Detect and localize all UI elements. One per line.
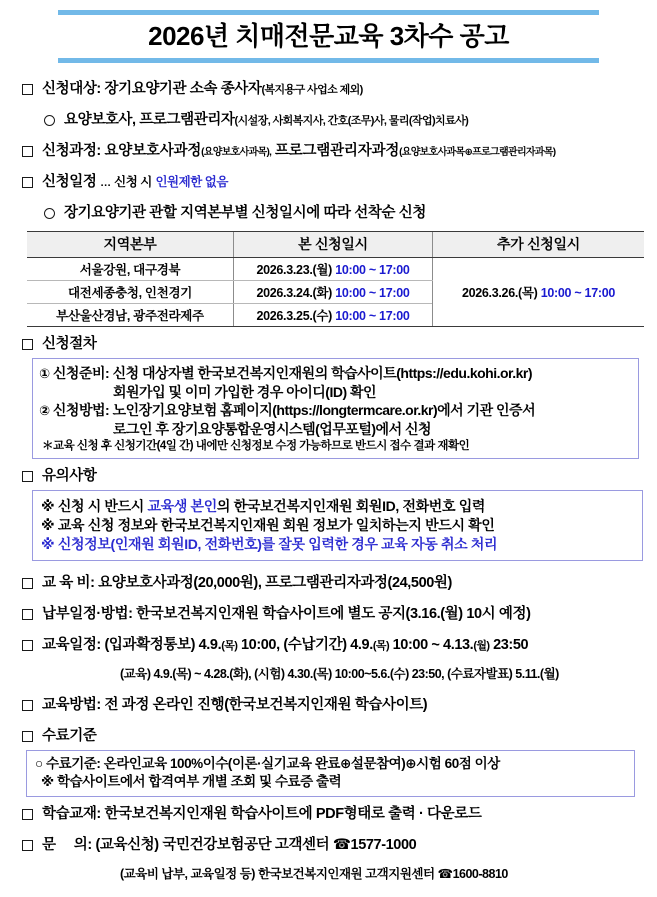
checkbox-icon <box>22 177 33 188</box>
section-inquiry <box>22 836 657 854</box>
checkbox-icon <box>22 640 33 651</box>
caution-text-pre: 교육 신청 정보와 한국보건복지인재원 회원 정보가 일치하는지 반드시 확인 <box>57 517 495 534</box>
caution-text-post: 의 한국보건복지인재원 회원ID, 전화번호 입력 <box>216 498 486 515</box>
criteria-mark-icon: ※ <box>41 774 54 790</box>
method-line <box>42 696 427 714</box>
checkbox-icon <box>22 578 33 589</box>
training-schedule-label: 교육일정: <box>42 637 101 654</box>
table-head <box>27 231 644 257</box>
procedure-label: 신청절차 <box>42 335 97 352</box>
section-training-schedule-line2 <box>120 667 657 683</box>
cell-main-datetime <box>234 303 433 326</box>
checkbox-icon <box>22 840 33 851</box>
method-label: 교육방법: <box>42 696 101 713</box>
section-fee <box>22 574 657 592</box>
caution-mark-icon: ※ <box>41 517 55 534</box>
table-body <box>27 257 644 326</box>
inquiry-text-1: (교육신청) 국민건강보험공단 고객센터 ☎1577-1000 <box>95 836 417 853</box>
cell-main-datetime <box>234 280 433 303</box>
procedure-item-1-line-2: 회원가입 및 이미 가입한 경우 아이디(ID) 확인 <box>113 383 377 400</box>
training-schedule-line-2: (교육) 4.9.(목) ~ 4.28.(화), (시험) 4.30.(목) 10:00~5.6.(수) 23:50, (수료자발표) 5.11.(월) <box>120 667 559 682</box>
cautions-box <box>32 490 643 561</box>
caution-item <box>41 516 634 535</box>
course-label: 신청과정: <box>42 143 101 160</box>
procedure-text-2a: 노인장기요양보험 홈페이지(https://longtermcare.or.kr)에서 기관 인증서 <box>112 402 536 419</box>
materials-label: 학습교재: <box>42 805 101 822</box>
payment-value: 한국보건복지인재원 학습사이트에 별도 공지(3.16.(월) 10시 예정) <box>136 606 531 623</box>
procedure-item-2-line-2: 로그인 후 장기요양통합운영시스템(업무포털)에서 신청 <box>113 421 432 438</box>
criteria-text-2: 학습사이트에서 합격여부 개별 조회 및 수료증 출력 <box>57 774 342 790</box>
section-schedule-sub <box>44 204 657 222</box>
section-inquiry-line2 <box>120 867 657 883</box>
caution-mark-icon: ※ <box>41 536 55 553</box>
section-materials <box>22 805 657 823</box>
caution-text-blue: 신청정보(인재원 회원ID, 전화번호)를 잘못 입력한 경우 교육 자동 취소 처리 <box>57 536 498 553</box>
cell-region: 부산울산경남, 광주전라제주 <box>27 303 234 326</box>
procedure-title-1: 신청준비: <box>52 364 110 381</box>
table-header-row <box>27 231 644 257</box>
checkbox-icon <box>22 609 33 620</box>
fee-line <box>42 574 452 592</box>
materials-line <box>42 805 481 823</box>
checkbox-icon <box>22 700 33 711</box>
inquiry-line-1 <box>42 836 416 854</box>
section-payment <box>22 605 657 623</box>
ts-f: (월) <box>473 640 490 653</box>
schedule-table <box>27 231 644 327</box>
schedule-head-line <box>42 173 228 191</box>
target-sub-paren: (시설장, 사회복지사, 간호(조무)사, 물리(작업)치료사) <box>234 115 469 128</box>
target-value: 장기요양기관 소속 종사자 <box>104 80 262 97</box>
cautions-label: 유의사항 <box>42 468 97 485</box>
schedule-table-wrap <box>27 231 657 327</box>
inquiry-text-2: (교육비 납부, 교육일정 등) 한국보건복지인재원 고객지원센터 ☎1600-8810 <box>120 866 508 881</box>
ts-e: 10:00 ~ 4.13. <box>389 637 474 654</box>
ts-d: (목) <box>372 640 390 653</box>
procedure-text-1a: 신청 대상자별 한국보건복지인재원의 학습사이트(https://edu.kohi.or.kr) <box>112 364 533 381</box>
section-target <box>22 80 657 98</box>
cell-main-datetime <box>234 257 433 280</box>
caution-text-pre: 신청 시 반드시 <box>57 498 148 515</box>
section-procedure <box>22 335 657 353</box>
section-cautions <box>22 467 657 485</box>
procedure-box <box>32 358 639 460</box>
procedure-number-2: ② <box>39 403 50 419</box>
training-schedule-line-1 <box>42 636 528 654</box>
cell-date: 2026.3.23.(월) <box>256 262 333 277</box>
procedure-item-1-line-1 <box>39 364 632 383</box>
cell-date: 2026.3.24.(화) <box>256 285 333 300</box>
section-course <box>22 142 657 160</box>
cell-time: 10:00 ~ 17:00 <box>335 262 410 277</box>
page-title: 2026년 치매전문교육 3차수 공고 <box>148 21 509 51</box>
criteria-item-1 <box>35 755 626 773</box>
procedure-number-1: ① <box>39 365 50 381</box>
caution-item <box>41 497 634 516</box>
fee-value: 요양보호사과정(20,000원), 프로그램관리자과정(24,500원) <box>98 574 452 591</box>
cell-region: 대전세종충청, 인천경기 <box>27 280 234 303</box>
schedule-head-label: 신청일정 <box>42 174 97 191</box>
section-method <box>22 696 657 714</box>
caution-mark-icon: ※ <box>41 498 55 515</box>
section-training-schedule <box>22 636 657 654</box>
cell-date: 2026.3.25.(수) <box>256 308 333 323</box>
ts-g: 23:50 <box>489 637 529 654</box>
schedule-head-note-plain: 신청 시 <box>114 175 152 190</box>
course-line <box>42 142 555 160</box>
title-block <box>58 10 599 63</box>
target-line <box>42 80 363 98</box>
target-label: 신청대상: <box>42 80 101 97</box>
inquiry-label: 문 의: <box>42 836 92 853</box>
ts-c: 10:00, (수납기간) 4.9. <box>237 637 373 654</box>
cell-time: 10:00 ~ 17:00 <box>335 308 410 323</box>
criteria-circle-icon: ○ <box>35 756 43 772</box>
ts-a: (입과확정통보) 4.9. <box>104 637 222 654</box>
materials-value: 한국보건복지인재원 학습사이트에 PDF형태로 출력 · 다운로드 <box>104 805 482 822</box>
section-schedule-head <box>22 173 657 191</box>
schedule-sub-text: 장기요양기관 관할 지역본부별 신청일시에 따라 선착순 신청 <box>64 205 426 222</box>
table-row <box>27 257 644 280</box>
criteria-item-2 <box>35 773 626 791</box>
procedure-footnote: ＊교육 신청 후 신청기간(4일 간) 내에만 신청정보 수정 가능하므로 반드시 접수 결과 재확인 <box>42 440 470 453</box>
col-header-main-datetime: 본 신청일시 <box>234 231 433 257</box>
announcement-page <box>0 10 657 897</box>
section-criteria <box>22 727 657 745</box>
col-header-extra-datetime: 추가 신청일시 <box>433 231 645 257</box>
payment-line <box>42 605 531 623</box>
criteria-text-1: 수료기준: 온라인교육 100%이수(이론·실기교육 완료⊕설문참여)⊕시험 60점 이상 <box>46 756 500 772</box>
checkbox-icon <box>22 146 33 157</box>
section-target-sub <box>44 111 657 129</box>
circle-bullet-icon <box>44 208 55 219</box>
procedure-item-2-line-1 <box>39 401 632 420</box>
caution-text-blue: 교육생 본인 <box>147 498 217 515</box>
cell-time: 10:00 ~ 17:00 <box>335 285 410 300</box>
target-paren: (복지용구 사업소 제외) <box>261 83 363 96</box>
criteria-box <box>26 750 635 796</box>
target-sub-line <box>64 111 468 129</box>
caution-item <box>41 535 634 554</box>
ts-b: (목) <box>221 640 238 653</box>
extra-time: 10:00 ~ 17:00 <box>540 285 616 300</box>
checkbox-icon <box>22 809 33 820</box>
schedule-head-dots: … <box>100 177 111 190</box>
extra-date: 2026.3.26.(목) <box>461 285 538 300</box>
checkbox-icon <box>22 339 33 350</box>
course-item2: 프로그램관리자과정 <box>274 143 400 160</box>
col-header-region: 지역본부 <box>27 231 234 257</box>
procedure-title-2: 신청방법: <box>52 402 110 419</box>
fee-label: 교 육 비: <box>42 574 95 591</box>
criteria-label: 수료기준 <box>42 728 97 745</box>
cell-region: 서울강원, 대구경북 <box>27 257 234 280</box>
method-value: 전 과정 온라인 진행(한국보건복지인재원 학습사이트) <box>104 696 428 713</box>
circle-bullet-icon <box>44 115 55 126</box>
course-item1-paren: (요양보호사과목), <box>201 147 272 159</box>
checkbox-icon <box>22 84 33 95</box>
course-item2-paren: (요양보호사과목⊕프로그램관리자과목) <box>399 147 556 159</box>
checkbox-icon <box>22 471 33 482</box>
target-sub-main: 요양보호사, 프로그램관리자 <box>64 112 235 129</box>
cell-extra-datetime <box>433 257 645 326</box>
schedule-head-note-blue: 인원제한 없음 <box>155 175 228 190</box>
payment-label: 납부일정·방법: <box>42 606 133 623</box>
checkbox-icon <box>22 731 33 742</box>
course-item1: 요양보호사과정 <box>104 143 202 160</box>
